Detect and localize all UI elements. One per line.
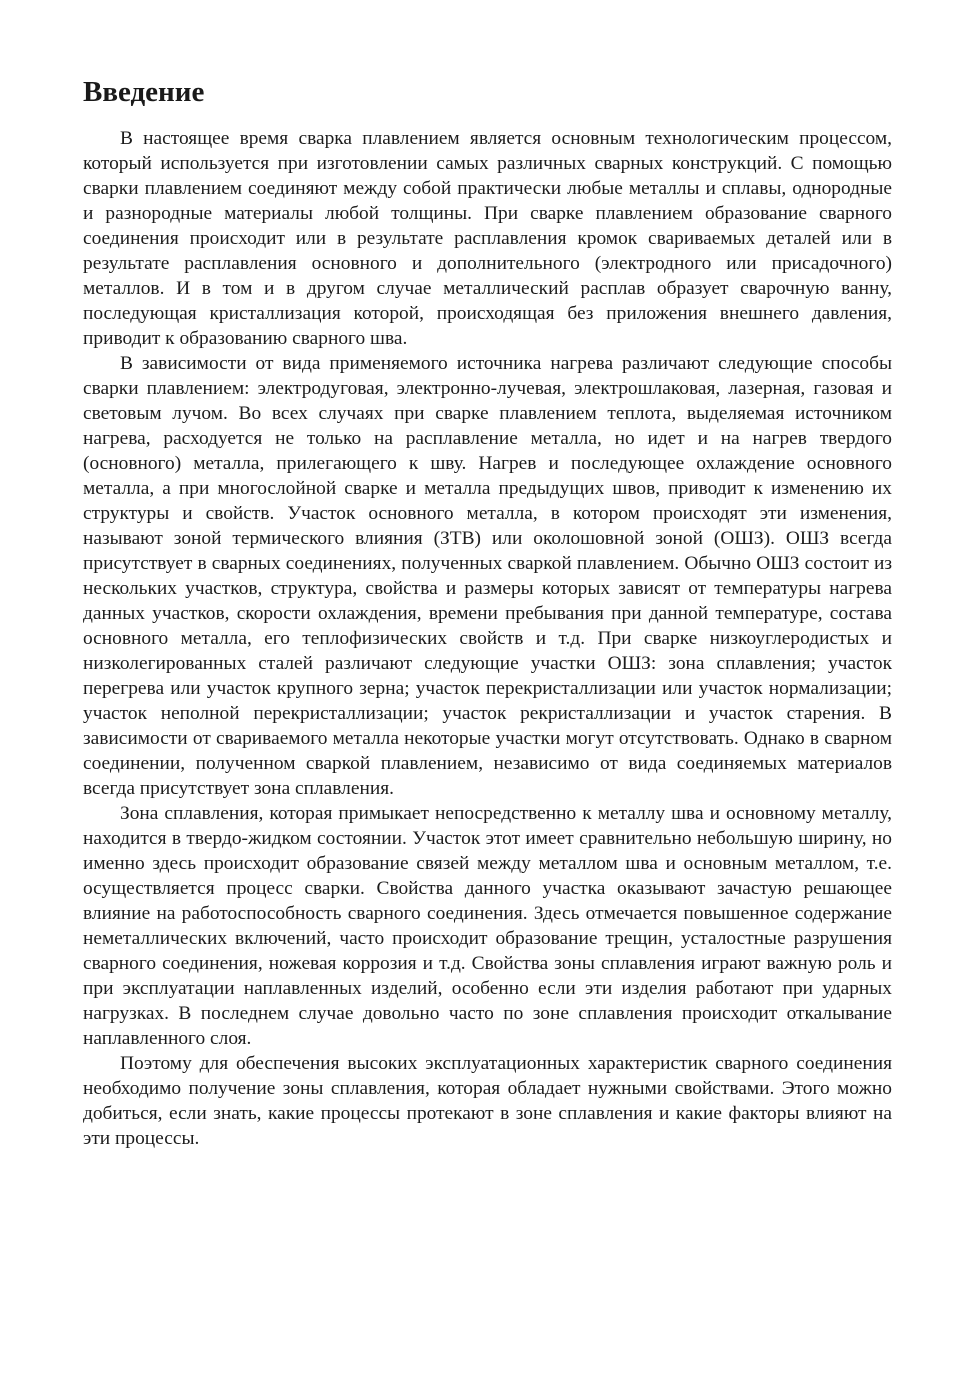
paragraph-4: Поэтому для обеспечения высоких эксплуатационных характеристик сварного соединения необходимо получение зоны сплавления, которая обладает нужными свойствами. Этого можно добиться, если знать, какие процессы протекают в зоне сплавления и какие факторы влияют на эти процессы. — [83, 1053, 892, 1149]
paragraph-2: В зависимости от вида применяемого источника нагрева различают следующие способы сварки плавлением: электродуговая, электронно-лучевая, электрошлаковая, лазерная, газовая и световым лучом. Во всех случаях при сварке плавлением теплота, выделяемая источником нагрева, расходуется не только на расплавление металла, но идет и на нагрев твердого (основного) металла, прилегающего к шву. Нагрев и последующее охлаждение основного металла, а при многослойной сварке и металла предыдущих швов, приводит к изменению их структуры и свойств. Участок основного металла, в котором происходят эти изменения, называют зоной термического влияния (ЗТВ) или околошовной зоной (ОШЗ). ОШЗ всегда присутствует в сварных соединениях, полученных сваркой плавлением. Обычно ОШЗ состоит из нескольких участков, структура, свойства и размеры которых зависят от температуры нагрева данных участков, скорости охлаждения, времени пребывания при данной температуре, состава основного металла, его теплофизических свойств и т.д. При сварке низкоуглеродистых и низколегированных сталей различают следующие участки ОШЗ: зона сплавления; участок перегрева или участок крупного зерна; участок перекристаллизации или участок нормализации; участок неполной перекристаллизации; участок рекристаллизации и участок старения. В зависимости от свариваемого металла некоторые участки могут отсутствовать. Однако в сварном соединении, полученном сваркой плавлением, независимо от вида соединяемых материалов всегда присутствует зона сплавления. — [83, 353, 892, 799]
section-title: Введение — [83, 76, 205, 108]
document-page — [83, 70, 892, 1151]
paragraph-3: Зона сплавления, которая примыкает непосредственно к металлу шва и основному металлу, находится в твердо-жидком состоянии. Участок этот имеет сравнительно небольшую ширину, но именно здесь происходит образование связей между металлом шва и основным металлом, т.е. осуществляется процесс сварки. Свойства данного участка оказывают зачастую решающее влияние на работоспособность сварного соединения. Здесь отмечается повышенное содержание неметаллических включений, часто происходит образование трещин, усталостные разрушения сварного соединения, ножевая коррозия и т.д. Свойства зоны сплавления играют важную роль и при эксплуатации наплавленных изделий, особенно если эти изделия работают при ударных нагрузках. В последнем случае довольно часто по зоне сплавления происходит откалывание наплавленного слоя. — [83, 803, 892, 1049]
paragraph-1: В настоящее время сварка плавлением является основным технологическим процессом, который используется при изготовлении самых различных сварных конструкций. С помощью сварки плавлением соединяют между собой практически любые металлы и сплавы, однородные и разнородные материалы любой толщины. При сварке плавлением образование сварного соединения происходит или в результате расплавления кромок свариваемых деталей или в результате расплавления основного и дополнительного (электродного или присадочного) металлов. И в том и в другом случае металлический расплав образует сварочную ванну, последующая кристаллизация которой, происходящая без приложения внешнего давления, приводит к образованию сварного шва. — [83, 128, 892, 349]
